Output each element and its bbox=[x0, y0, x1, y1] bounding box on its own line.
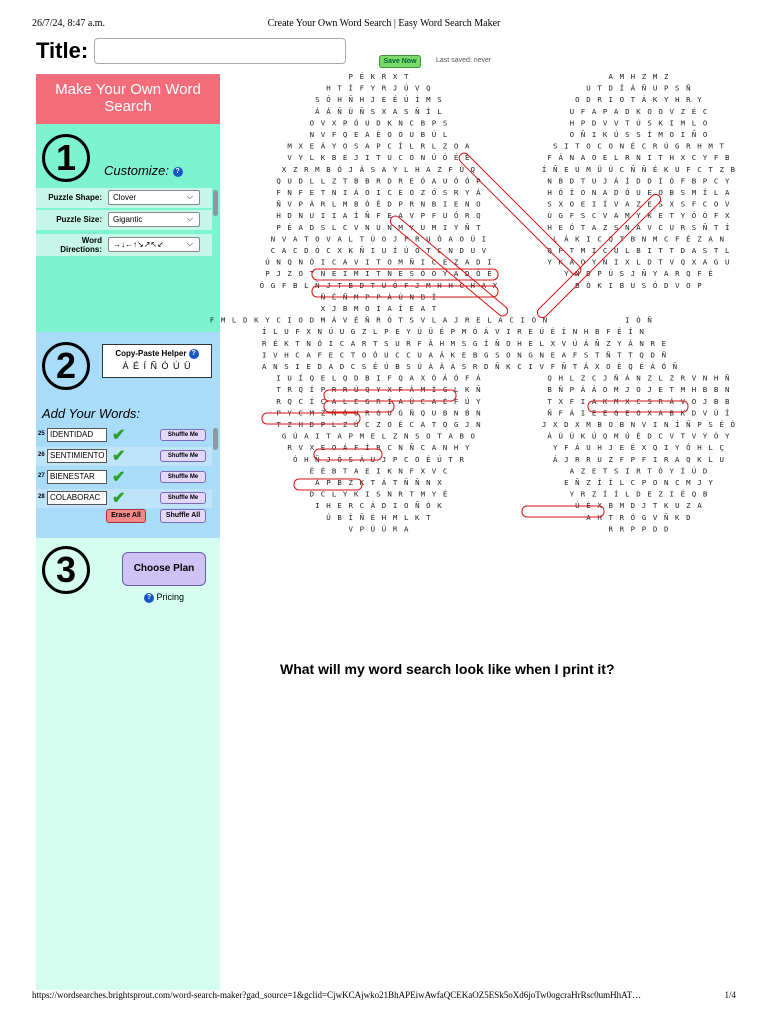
puzzle-row-left: T R Q Í P R R Ú Q Y X F Á M Í G L K Ñ bbox=[276, 385, 482, 395]
checkmark-icon: ✔ bbox=[112, 427, 126, 444]
shuffle-me-button[interactable]: Shuffle Me bbox=[160, 471, 206, 483]
chevron-down-icon: ⌵ bbox=[186, 239, 193, 248]
word-directions-value: →↓←↑↘↗↖↙ bbox=[113, 240, 164, 249]
puzzle-row-left: V Y L K B E J I T U C O N Ú Ó É É bbox=[287, 153, 471, 163]
option-word-directions bbox=[36, 234, 212, 256]
puzzle-row-left: I H E R C Á D I O Ñ Ó K bbox=[315, 501, 443, 511]
print-page-title: Create Your Own Word Search | Easy Word Search Maker bbox=[267, 18, 501, 29]
puzzle-row-left: H T Í F Y R J Ú V Q bbox=[326, 83, 432, 93]
puzzle-row-right: Á J R R U Z F P F I R A Q K L U bbox=[552, 454, 726, 464]
puzzle-row-full: R É K T N Ó I C A R T S U R F Á H M S G Í Ñ O H E L X V Ú Á Ñ Z Y Á N R E bbox=[262, 338, 668, 348]
puzzle-row-right: Y R Z Í Í L D E Z I É Q B bbox=[569, 489, 709, 499]
word-input[interactable]: COLABORAC bbox=[47, 491, 107, 505]
puzzle-row-right: H E Ó T A Z S N A V C U R S Ñ T Í bbox=[547, 222, 731, 232]
puzzle-row-right: N B D T U J Á Í D D Í Ó F B P C Y bbox=[547, 176, 731, 186]
puzzle-row-left: P J Z O T N E I M I T N E S Ó O Y A D Ó É bbox=[265, 269, 493, 279]
puzzle-row-right: A Z E T S I R T Ó Y Í Ú D bbox=[569, 466, 709, 476]
puzzle-row-left: T Z H D P L Z Ú C Z O É C A T Q G J N bbox=[276, 420, 482, 429]
puzzle-size-select[interactable] bbox=[108, 212, 200, 227]
puzzle-row-right: U T D Í Á Ñ U P S Ñ bbox=[586, 83, 692, 93]
puzzle-row-left: M X E Á Y O S A P C Í L R L Z O A bbox=[287, 141, 471, 151]
customize-label bbox=[104, 163, 183, 178]
puzzle-row-left: F M L D K Y C I O D M Á V É Ñ R Ó T S V L A J R E L A C I Ó N bbox=[209, 315, 549, 325]
option-puzzle-shape bbox=[36, 188, 212, 208]
puzzle-row-left: X Z R M B Ó J Á S A Y L H A Z F Ú Q bbox=[281, 164, 477, 174]
word-row bbox=[36, 489, 212, 508]
puzzle-row-right: B Ñ P Á Á O M J O J E T M H B B N bbox=[547, 385, 731, 395]
puzzle-row-right: J X D X M B O B N V I N Í Ñ P S É Ó bbox=[541, 420, 737, 429]
puzzle-row-right: A H T R Ó G V Ñ K D bbox=[586, 512, 692, 522]
shuffle-me-button[interactable]: Shuffle Me bbox=[160, 492, 206, 504]
chevron-down-icon: ⌵ bbox=[186, 192, 193, 201]
puzzle-shape-value: Clover bbox=[113, 193, 137, 202]
puzzle-row-right: Í Ñ E U M Ü Ú C Ñ Ñ É K U F C T Z B bbox=[541, 164, 737, 174]
word-row bbox=[36, 468, 212, 487]
step1-section bbox=[36, 124, 220, 332]
puzzle-row-right: H P D V V T Ú S K I M L O bbox=[569, 118, 709, 128]
word-row bbox=[36, 447, 212, 466]
puzzle-row-left: Á P B Z K T Á T Ñ Ñ N X bbox=[315, 478, 443, 487]
word-input[interactable]: SENTIMIENTO bbox=[47, 449, 107, 463]
puzzle-row-left: Ó H Ñ J Ó S Á U J P C O É Ú T R bbox=[292, 454, 466, 464]
puzzle-row-left: Á Á Ñ Ú Ñ S X A S Ñ Í L bbox=[315, 106, 443, 116]
word-input[interactable]: BIENESTAR bbox=[47, 470, 107, 484]
puzzle-grid bbox=[209, 70, 766, 590]
puzzle-row-right: L Á K I C Q T B N M C F É Z A N bbox=[552, 234, 726, 244]
puzzle-row-full: I V H C A F E C T O Ó U C C U A Á K E B G S O N G N E A F S T Ñ T T Q D Ñ bbox=[262, 350, 668, 360]
copy-paste-helper[interactable] bbox=[102, 344, 212, 378]
puzzle-row-right: Ñ F Á I E E G E O X A B K D V Ú Í bbox=[547, 408, 731, 418]
puzzle-row-left: V P Ú Ú R A bbox=[348, 524, 410, 534]
puzzle-row-right: Y F Á U H J E É X Q I Y Ó H L Ç bbox=[552, 443, 726, 453]
scrollbar-thumb[interactable] bbox=[213, 428, 218, 450]
scrollbar-thumb[interactable] bbox=[213, 190, 218, 216]
puzzle-row-left: Q U D L L Z T B B R D R E Ó A U Ó Ó P bbox=[276, 176, 482, 186]
copy-paste-chars[interactable]: Á É Í Ñ Ó Ú Ü bbox=[122, 361, 192, 371]
print-preview-question: What will my word search look like when I print it? bbox=[280, 661, 615, 677]
puzzle-row-left: O V X P Ó U D K N C B P S bbox=[309, 118, 449, 128]
help-icon[interactable]: ? bbox=[173, 167, 183, 177]
title-input[interactable] bbox=[94, 38, 346, 64]
checkmark-icon: ✔ bbox=[112, 448, 126, 465]
help-icon[interactable]: ? bbox=[189, 349, 199, 359]
puzzle-row-right: B Ó K I B U S Ó D V O P bbox=[575, 280, 703, 290]
puzzle-row-right: U F A P A D K O O V Z É C bbox=[569, 106, 709, 116]
step3-section bbox=[36, 538, 220, 990]
step1-number: 1 bbox=[42, 134, 90, 182]
puzzle-row-left: P Y C M Z Ñ Ó U R G U G Ñ Q U B N B N bbox=[276, 408, 482, 418]
add-words-label: Add Your Words: bbox=[42, 406, 141, 421]
copy-paste-title-row bbox=[103, 349, 211, 359]
option-label: Word Directions: bbox=[60, 236, 102, 254]
option-label: Puzzle Size: bbox=[56, 215, 102, 224]
sidebar-header: Make Your Own Word Search bbox=[36, 74, 220, 124]
puzzle-row-right: E Ñ Z Í Í L C P O N C M J Y bbox=[564, 478, 714, 487]
puzzle-row-left: X J B M O I A Í E A T bbox=[320, 304, 438, 313]
puzzle-row-left: N V A T O V A L T Ú O J F R U Ó A O Ú I bbox=[270, 234, 488, 244]
puzzle-row-full: A N S I E D A D C S É Ú B S Ú Á Á Á S R D Ñ K C I V F Ñ T Á X O É Q É Á Ó Ñ bbox=[262, 362, 679, 371]
puzzle-row-left: Ñ É Ñ M P P Á Ú N B Í bbox=[320, 292, 438, 302]
puzzle-row-right: O D R I O T Á K Y H R Y bbox=[575, 95, 703, 105]
puzzle-row-right: Ú G F S C V A M Y K E T Y Ó Ó F X bbox=[547, 211, 731, 221]
puzzle-row-left: F N F E T N I Á O I C E O Z Ó S R Y Á bbox=[276, 188, 482, 197]
puzzle-row-left: N V F Q E A É O O U B Ú L bbox=[309, 130, 449, 139]
step2-section bbox=[36, 332, 220, 538]
word-search-puzzle bbox=[209, 70, 766, 590]
print-datetime: 26/7/24, 8:47 a.m. bbox=[32, 18, 106, 29]
word-input[interactable]: IDENTIDAD bbox=[47, 428, 107, 442]
puzzle-row-left: C A C D Ó C X K Ñ I U Í Ú O T C N D U V bbox=[270, 246, 488, 255]
print-header bbox=[32, 18, 736, 32]
puzzle-row-left: R Q C Í C A L E G R Í A Ú C A É F Ú Y bbox=[276, 396, 482, 406]
puzzle-row-right: O Ñ I K Ú S S Í M O I Ñ O bbox=[569, 130, 709, 139]
puzzle-row-left: É É B T A E I K N F X V C bbox=[309, 466, 449, 476]
puzzle-row-left: H D N U I I A Í Ñ F E A V P F U Ó R Q bbox=[276, 211, 482, 221]
last-saved-status: Last saved: never bbox=[436, 57, 492, 64]
pricing-link[interactable] bbox=[144, 592, 184, 603]
puzzle-row-left: I U Í Q E L Q D B I F Q A X Ó Á Ó F Á bbox=[276, 373, 482, 383]
erase-all-button[interactable]: Erase All bbox=[106, 509, 146, 523]
puzzle-row-left: S Ó H Ñ H J E É Ú Í M S bbox=[315, 95, 443, 105]
puzzle-row-left: Ñ V P Á R L M B Ó É D P R N B I E N O bbox=[276, 199, 482, 209]
customize-label-text: Customize: bbox=[104, 163, 170, 178]
puzzle-row-right: T X F I A K M X C S R Á V O J B B bbox=[547, 396, 731, 406]
puzzle-row-right: Q P T M I C U L B I T T D A S T L bbox=[547, 246, 731, 255]
print-url: https://wordsearches.brightsprout.com/word-search-maker?gad_source=1&gclid=CjwKCAjwko21BhAPEiwAwfaQCEKaOZ5ESk5oXd6joTw0ogcraHrRsc0umHhAT… bbox=[32, 990, 642, 1000]
puzzle-row-right: H Ó Í O N A D Ó U E O B S M Í L A bbox=[547, 188, 731, 197]
print-page-number: 1/4 bbox=[724, 990, 736, 1000]
puzzle-row-right: S X O E I Í V A Z E S X S F C O V bbox=[547, 199, 731, 209]
puzzle-shape-select[interactable] bbox=[108, 190, 200, 205]
puzzle-row-right: S I T O C O N É C R Ú G R H M T bbox=[552, 141, 726, 151]
puzzle-row-left: Ú B Í Ñ É H M L K T bbox=[326, 512, 432, 522]
word-row bbox=[36, 426, 212, 445]
option-label: Puzzle Shape: bbox=[48, 193, 102, 202]
step3-number: 3 bbox=[42, 546, 90, 594]
pricing-label: Pricing bbox=[156, 592, 185, 602]
print-footer bbox=[32, 990, 736, 1004]
title-label: Title: bbox=[36, 38, 89, 63]
puzzle-row-left: Ú N Q N Ó I C A V I T O M Ñ I C E Z A D I bbox=[265, 257, 493, 267]
puzzle-row-right: R R P P D D bbox=[608, 524, 670, 534]
puzzle-row-left: R V X E O Á F Í R C N Ñ C A N H Y bbox=[287, 443, 471, 453]
option-puzzle-size bbox=[36, 210, 212, 230]
puzzle-row-right: Y N D P Ú S J Ñ Y A R Q F É bbox=[564, 269, 714, 279]
puzzle-row-left: G Ú A I T A P M E L Z N S O T A B O bbox=[281, 431, 477, 441]
word-number: 28 bbox=[38, 494, 45, 500]
word-directions-select[interactable] bbox=[108, 237, 200, 252]
step2-number: 2 bbox=[42, 342, 90, 390]
word-number: 27 bbox=[38, 473, 45, 479]
puzzle-size-value: Gigantic bbox=[113, 215, 143, 224]
puzzle-row-right: A M H Z M Z bbox=[608, 72, 670, 81]
puzzle-row-left: P É A D S L C V N U N M Y U M I Y Ñ T bbox=[276, 222, 482, 232]
puzzle-row-right: Á Ú Ú K Ú Q M Ú É D C V T V Y Ó Y bbox=[547, 431, 731, 441]
shuffle-me-button[interactable]: Shuffle Me bbox=[160, 429, 206, 441]
puzzle-row-right: Y K A O Y N I X L D T V Q X A G U bbox=[547, 257, 731, 267]
word-number: 25 bbox=[38, 431, 45, 437]
help-icon: ? bbox=[144, 593, 154, 603]
puzzle-row-right: Q H L Z C J Ñ Á N Z L Z R V N H Ñ bbox=[547, 373, 731, 383]
puzzle-row-left: Ó G F B L Ñ J T B D T U Ó F J M H H C H A X bbox=[259, 280, 499, 290]
puzzle-row-right: Ú É X B M D J T K U Z A bbox=[575, 501, 703, 511]
puzzle-row-right: I Ó Ñ bbox=[625, 315, 653, 325]
puzzle-row-left: D C L Y K I S N R T M Y É bbox=[309, 489, 449, 499]
copy-paste-title: Copy-Paste Helper bbox=[115, 349, 187, 359]
sidebar bbox=[36, 74, 220, 990]
save-now-button[interactable]: Save Now bbox=[379, 55, 421, 68]
chevron-down-icon: ⌵ bbox=[186, 214, 193, 223]
puzzle-row-full: Í L U F X N Ú U G Z L P E Y Ú Ü É P M Ó Á V I R E Ú É Í N H B F É Í N bbox=[262, 327, 645, 337]
choose-plan-button[interactable]: Choose Plan bbox=[122, 552, 206, 586]
shuffle-me-button[interactable]: Shuffle Me bbox=[160, 450, 206, 462]
puzzle-row-right: F Á N A O E L R N I T H X C Y F B bbox=[547, 153, 731, 163]
puzzle-row-left: P É K R X T bbox=[348, 72, 410, 81]
shuffle-all-button[interactable]: Shuffle All bbox=[160, 509, 206, 523]
checkmark-icon: ✔ bbox=[112, 469, 126, 486]
checkmark-icon: ✔ bbox=[112, 490, 126, 507]
word-number: 26 bbox=[38, 452, 45, 458]
